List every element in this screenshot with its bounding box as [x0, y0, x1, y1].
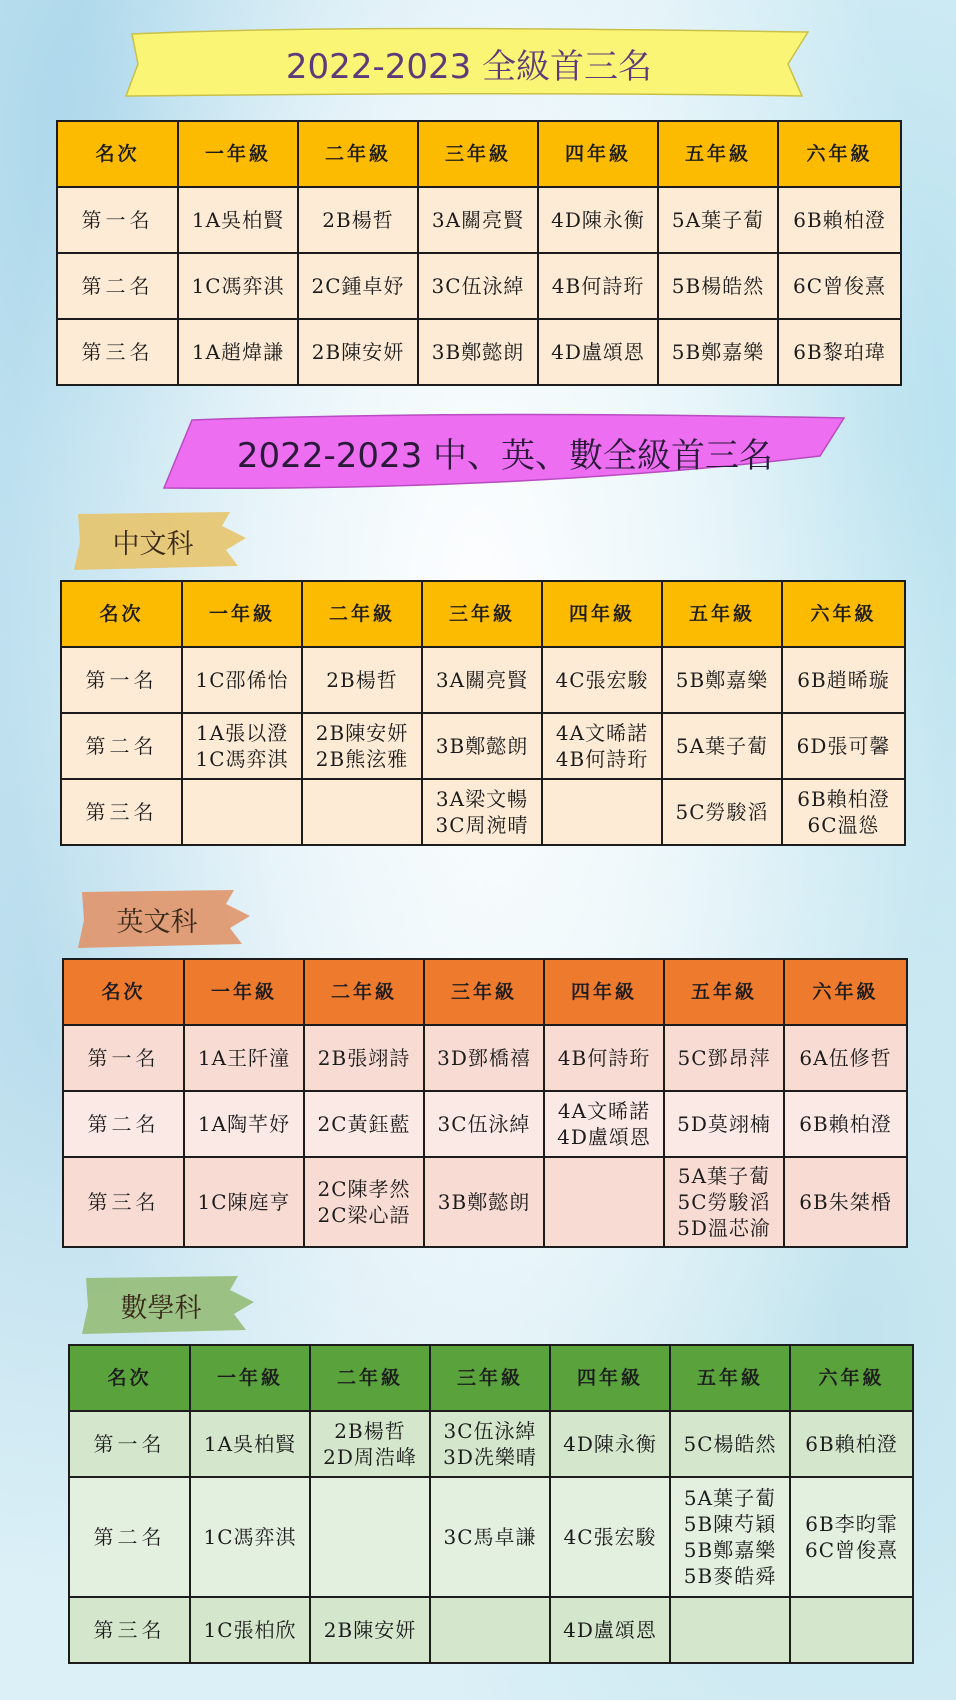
student-name: 2B熊泫雅	[315, 747, 409, 771]
header-grade-6: 六年級	[790, 1345, 913, 1411]
table-row	[69, 1411, 913, 1477]
grade-1-cell	[190, 1597, 310, 1663]
grade-2-cell	[298, 253, 418, 319]
grade-5-cell	[664, 1157, 784, 1247]
grade-3-cell	[422, 779, 542, 845]
student-name: 5B楊皓然	[671, 274, 765, 298]
overall-top-three-table	[56, 120, 902, 386]
grade-3-cell	[422, 713, 542, 779]
student-name: 4D盧頌恩	[563, 1618, 657, 1642]
header-grade-5: 五年級	[670, 1345, 790, 1411]
grade-3-cell	[424, 1157, 544, 1247]
grade-5-cell	[664, 1091, 784, 1157]
grade-4-cell	[538, 319, 658, 385]
student-name: 4A文晞諾	[555, 721, 649, 745]
rank-label: 第三名	[57, 319, 178, 385]
header-grade-5: 五年級	[664, 959, 784, 1025]
student-name: 5A葉子蔔	[677, 1164, 771, 1188]
student-name: 6C溫慫	[807, 813, 880, 837]
student-name: 5D溫芯渝	[677, 1216, 771, 1240]
header-grade-4: 四年級	[538, 121, 658, 187]
chinese-subject-title: 中文科	[112, 528, 194, 560]
header-grade-1: 一年級	[184, 959, 304, 1025]
student-name: 4C張宏駿	[563, 1525, 657, 1549]
student-name: 6B賴柏澄	[799, 1112, 892, 1136]
grade-5-cell	[658, 187, 778, 253]
student-name: 3C周涴晴	[435, 813, 529, 837]
student-name: 1C陳庭亨	[197, 1190, 291, 1214]
grade-5-cell	[662, 713, 782, 779]
student-name: 1C張柏欣	[203, 1618, 297, 1642]
student-name: 6C曾俊熹	[792, 274, 887, 298]
table-row	[57, 319, 901, 385]
student-name: 6B朱桀棔	[799, 1190, 892, 1214]
header-grade-4: 四年級	[542, 581, 662, 647]
grade-2-cell	[304, 1091, 424, 1157]
rank-label: 第一名	[57, 187, 178, 253]
header-grade-5: 五年級	[662, 581, 782, 647]
student-name: 2B陳安妍	[323, 1618, 417, 1642]
grade-2-cell	[304, 1157, 424, 1247]
grade-6-cell	[784, 1091, 907, 1157]
rank-label: 第一名	[63, 1025, 184, 1091]
student-name: 3D冼樂晴	[443, 1445, 537, 1469]
student-name: 4D盧頌恩	[551, 340, 645, 364]
header-grade-1: 一年級	[190, 1345, 310, 1411]
grade-6-cell	[778, 187, 901, 253]
student-name: 5B鄭嘉樂	[671, 340, 765, 364]
student-name: 5B陳芍穎	[683, 1512, 777, 1536]
student-name: 4B何詩珩	[551, 274, 645, 298]
student-name: 5B麥皓舜	[683, 1564, 777, 1588]
chinese-top-three-table	[60, 580, 906, 846]
table-row	[69, 1597, 913, 1663]
student-name: 5C楊皓然	[683, 1432, 777, 1456]
grade-5-cell	[658, 253, 778, 319]
student-name: 1C邵俙怡	[195, 668, 289, 692]
student-name: 4D盧頌恩	[557, 1125, 651, 1149]
student-name: 6B賴柏澄	[805, 1432, 898, 1456]
grade-1-cell	[178, 319, 298, 385]
grade-4-cell	[544, 1091, 664, 1157]
header-rank: 名次	[61, 581, 182, 647]
grade-2-cell	[298, 319, 418, 385]
student-name: 2C陳孝然	[317, 1177, 411, 1201]
student-name: 5A葉子蔔	[675, 734, 769, 758]
student-name: 5A葉子蔔	[671, 208, 765, 232]
student-name: 2C黃鈺藍	[317, 1112, 411, 1136]
grade-3-cell	[430, 1597, 550, 1663]
grade-1-cell	[184, 1091, 304, 1157]
grade-2-cell	[298, 187, 418, 253]
student-name: 2B楊哲	[322, 208, 394, 232]
student-name: 2B陳安妍	[315, 721, 409, 745]
grade-1-cell	[178, 187, 298, 253]
student-name: 1A王阡潼	[197, 1046, 291, 1070]
header-grade-1: 一年級	[178, 121, 298, 187]
grade-1-cell	[190, 1477, 310, 1597]
grade-4-cell	[542, 647, 662, 713]
grade-4-cell	[538, 253, 658, 319]
grade-6-cell	[782, 647, 905, 713]
student-name: 3A關亮賢	[431, 208, 525, 232]
header-grade-2: 二年級	[304, 959, 424, 1025]
english-subject-title: 英文科	[116, 906, 198, 938]
student-name: 2B張翊詩	[317, 1046, 411, 1070]
student-name: 6B黎珀瑋	[793, 340, 886, 364]
header-grade-1: 一年級	[182, 581, 302, 647]
student-name: 4C張宏駿	[555, 668, 649, 692]
grade-2-cell	[310, 1477, 430, 1597]
grade-1-cell	[184, 1157, 304, 1247]
rank-label: 第三名	[61, 779, 182, 845]
header-grade-3: 三年級	[422, 581, 542, 647]
student-name: 3A梁文暢	[435, 787, 529, 811]
student-name: 3B鄭懿朗	[435, 734, 529, 758]
table-row	[63, 1025, 907, 1091]
grade-2-cell	[310, 1411, 430, 1477]
student-name: 2B楊哲	[334, 1419, 406, 1443]
math-subject-tag	[78, 1272, 258, 1338]
grade-3-cell	[424, 1091, 544, 1157]
student-name: 6B李昀霏	[805, 1512, 898, 1536]
student-name: 5D莫翊楠	[677, 1112, 771, 1136]
english-top-three-table	[62, 958, 908, 1248]
grade-2-cell	[302, 647, 422, 713]
header-grade-6: 六年級	[784, 959, 907, 1025]
student-name: 1A陶芊妤	[197, 1112, 291, 1136]
grade-2-cell	[310, 1597, 430, 1663]
student-name: 1C馮弈淇	[191, 274, 285, 298]
header-grade-3: 三年級	[424, 959, 544, 1025]
grade-6-cell	[782, 779, 905, 845]
student-name: 1C馮弈淇	[203, 1525, 297, 1549]
table-header-row	[69, 1345, 913, 1411]
math-subject-title: 數學科	[120, 1292, 202, 1324]
grade-5-cell	[670, 1411, 790, 1477]
header-grade-4: 四年級	[544, 959, 664, 1025]
student-name: 5C鄧昂萍	[677, 1046, 771, 1070]
grade-3-cell	[422, 647, 542, 713]
grade-5-cell	[664, 1025, 784, 1091]
student-name: 4B何詩珩	[557, 1046, 651, 1070]
student-name: 5C勞駿滔	[677, 1190, 771, 1214]
student-name: 1A吳柏賢	[203, 1432, 297, 1456]
subjects-banner	[160, 412, 850, 492]
grade-1-cell	[190, 1411, 310, 1477]
grade-4-cell	[550, 1597, 670, 1663]
grade-3-cell	[430, 1477, 550, 1597]
english-subject-tag	[74, 886, 254, 952]
table-row	[57, 187, 901, 253]
grade-4-cell	[550, 1477, 670, 1597]
grade-4-cell	[550, 1411, 670, 1477]
grade-6-cell	[790, 1597, 913, 1663]
grade-5-cell	[662, 779, 782, 845]
student-name: 6B趙晞璇	[797, 668, 890, 692]
student-name: 5A葉子蔔	[683, 1486, 777, 1510]
chinese-subject-tag	[70, 508, 250, 574]
grade-6-cell	[778, 253, 901, 319]
grade-6-cell	[790, 1411, 913, 1477]
student-name: 5C勞駿滔	[675, 800, 769, 824]
table-header-row	[61, 581, 905, 647]
grade-1-cell	[182, 647, 302, 713]
rank-label: 第一名	[69, 1411, 190, 1477]
rank-label: 第二名	[57, 253, 178, 319]
overall-banner	[124, 24, 814, 102]
grade-6-cell	[778, 319, 901, 385]
grade-6-cell	[784, 1025, 907, 1091]
student-name: 3C伍泳綽	[431, 274, 525, 298]
student-name: 1A張以澄	[195, 721, 289, 745]
student-name: 5B鄭嘉樂	[683, 1538, 777, 1562]
grade-6-cell	[784, 1157, 907, 1247]
grade-1-cell	[182, 713, 302, 779]
grade-4-cell	[542, 713, 662, 779]
overall-banner-title: 2022-2023 全級首三名	[285, 46, 653, 87]
header-grade-2: 二年級	[298, 121, 418, 187]
header-rank: 名次	[69, 1345, 190, 1411]
table-row	[63, 1157, 907, 1247]
rank-label: 第二名	[63, 1091, 184, 1157]
rank-label: 第三名	[69, 1597, 190, 1663]
header-grade-3: 三年級	[430, 1345, 550, 1411]
student-name: 3B鄭懿朗	[431, 340, 525, 364]
header-grade-5: 五年級	[658, 121, 778, 187]
grade-3-cell	[418, 319, 538, 385]
rank-label: 第二名	[69, 1477, 190, 1597]
table-row	[61, 647, 905, 713]
grade-3-cell	[418, 187, 538, 253]
table-row	[69, 1477, 913, 1597]
header-grade-6: 六年級	[782, 581, 905, 647]
grade-5-cell	[670, 1597, 790, 1663]
student-name: 3C伍泳綽	[443, 1419, 537, 1443]
student-name: 3C伍泳綽	[437, 1112, 531, 1136]
rank-label: 第三名	[63, 1157, 184, 1247]
grade-3-cell	[418, 253, 538, 319]
grade-5-cell	[662, 647, 782, 713]
header-rank: 名次	[57, 121, 178, 187]
table-row	[57, 253, 901, 319]
grade-3-cell	[430, 1411, 550, 1477]
student-name: 2B陳安妍	[311, 340, 405, 364]
grade-4-cell	[542, 779, 662, 845]
grade-4-cell	[538, 187, 658, 253]
student-name: 3B鄭懿朗	[437, 1190, 531, 1214]
header-grade-2: 二年級	[302, 581, 422, 647]
table-header-row	[63, 959, 907, 1025]
student-name: 6C曾俊熹	[804, 1538, 899, 1562]
header-grade-2: 二年級	[310, 1345, 430, 1411]
grade-2-cell	[302, 713, 422, 779]
grade-5-cell	[670, 1477, 790, 1597]
student-name: 1A吳柏賢	[191, 208, 285, 232]
student-name: 4D陳永衡	[563, 1432, 657, 1456]
grade-6-cell	[782, 713, 905, 779]
student-name: 6D張可馨	[796, 734, 891, 758]
rank-label: 第一名	[61, 647, 182, 713]
student-name: 1C馮弈淇	[195, 747, 289, 771]
student-name: 6B賴柏澄	[793, 208, 886, 232]
grade-2-cell	[304, 1025, 424, 1091]
table-header-row	[57, 121, 901, 187]
student-name: 2C梁心語	[317, 1203, 411, 1227]
student-name: 3D鄧橋禧	[437, 1046, 531, 1070]
grade-1-cell	[182, 779, 302, 845]
table-row	[63, 1091, 907, 1157]
grade-1-cell	[184, 1025, 304, 1091]
grade-3-cell	[424, 1025, 544, 1091]
subjects-banner-title: 2022-2023 中、英、數全級首三名	[236, 435, 774, 476]
student-name: 2D周浩峰	[323, 1445, 417, 1469]
student-name: 2C鍾卓妤	[311, 274, 405, 298]
student-name: 4A文晞諾	[557, 1099, 651, 1123]
grade-1-cell	[178, 253, 298, 319]
student-name: 4B何詩珩	[555, 747, 649, 771]
student-name: 2B楊哲	[326, 668, 398, 692]
header-rank: 名次	[63, 959, 184, 1025]
rank-label: 第二名	[61, 713, 182, 779]
grade-4-cell	[544, 1025, 664, 1091]
student-name: 6B賴柏澄	[797, 787, 890, 811]
student-name: 6A伍修哲	[799, 1046, 892, 1070]
student-name: 4D陳永衡	[551, 208, 645, 232]
student-name: 3C馬卓謙	[443, 1525, 537, 1549]
header-grade-3: 三年級	[418, 121, 538, 187]
grade-5-cell	[658, 319, 778, 385]
grade-2-cell	[302, 779, 422, 845]
header-grade-4: 四年級	[550, 1345, 670, 1411]
math-top-three-table	[68, 1344, 914, 1664]
table-row	[61, 713, 905, 779]
table-row	[61, 779, 905, 845]
student-name: 1A趙煒謙	[191, 340, 285, 364]
grade-4-cell	[544, 1157, 664, 1247]
header-grade-6: 六年級	[778, 121, 901, 187]
student-name: 3A關亮賢	[435, 668, 529, 692]
grade-6-cell	[790, 1477, 913, 1597]
student-name: 5B鄭嘉樂	[675, 668, 769, 692]
